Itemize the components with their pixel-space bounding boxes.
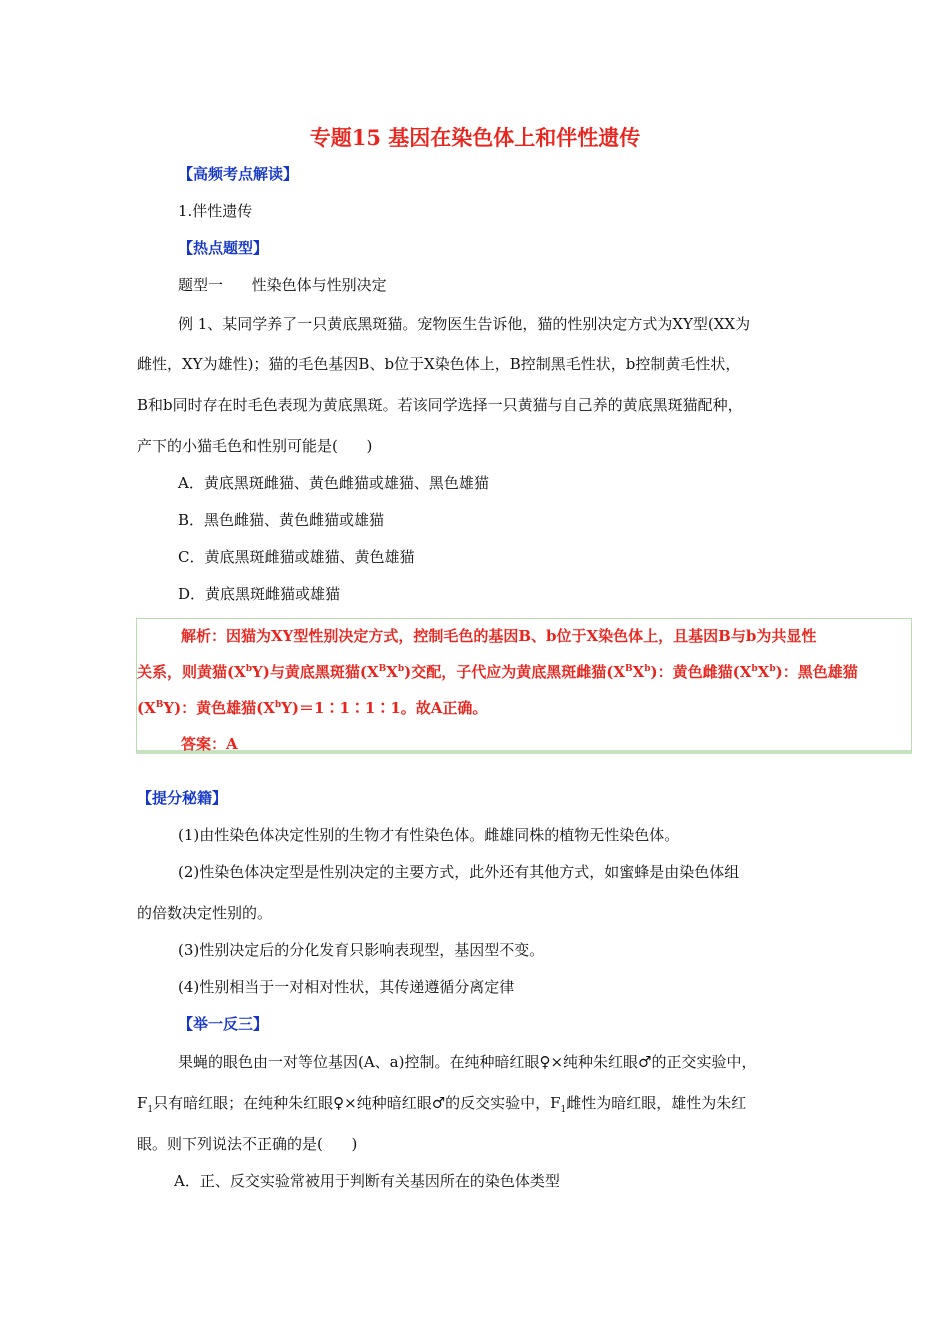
section-high-frequency: 【高频考点解读】 (178, 165, 299, 183)
practice-line1: 果蝇的眼色由一对等位基因(A、a)控制。在纯种暗红眼♀×纯种朱红眼♂的正交实验中， (178, 1053, 757, 1071)
analysis-line3: $(X^BY)$：黄色雄猫$(X^bY)=1∶1∶1∶1$。故A正确。 (137, 699, 488, 717)
option-c: C．黄底黑斑雌猫或雄猫、黄色雄猫 (178, 548, 415, 566)
tip-4: (4)性别相当于一对相对性状，其传递遵循分离定律 (178, 978, 515, 996)
answer: 答案：A (181, 735, 238, 753)
section-practice: 【举一反三】 (178, 1015, 269, 1033)
analysis-line2: 关系，则黄猫$(X^bY)$与黄底黑斑猫$(X^BX^b)$交配，子代应为黄底黑斑雌猫$(X^BX^b)$：黄色雌猫$(X^bX^b)$：黑色雄猫 (137, 663, 858, 681)
example1-line4: 产下的小猫毛色和性别可能是( ) (137, 437, 373, 455)
practice-option-a: A．正、反交实验常被用于判断有关基因所在的染色体类型 (174, 1172, 560, 1190)
analysis-line1: 解析：因猫为XY型性别决定方式，控制毛色的基因B、b位于X染色体上，且基因B与b为共显性 (181, 627, 817, 645)
tip-2-cont: 的倍数决定性别的。 (137, 904, 273, 922)
section-hot-types: 【热点题型】 (178, 239, 269, 257)
page-title: 专题15 基因在染色体上和伴性遗传 (309, 125, 641, 150)
tip-1: (1)由性染色体决定性别的生物才有性染色体。雌雄同株的植物无性染色体。 (178, 826, 680, 844)
example1-line1: 例 1、某同学养了一只黄底黑斑猫。宠物医生告诉他，猫的性别决定方式为XY型(XX为 (178, 315, 751, 333)
section-tips: 【提分秘籍】 (137, 789, 228, 807)
option-a: A．黄底黑斑雌猫、黄色雌猫或雄猫、黑色雄猫 (178, 474, 489, 492)
tip-3: (3)性别决定后的分化发育只影响表现型，基因型不变。 (178, 941, 545, 959)
point-1: 1.伴性遗传 (178, 202, 253, 220)
type-1-heading: 题型一 性染色体与性别决定 (178, 276, 387, 294)
example1-line2: 雌性，XY为雄性)；猫的毛色基因B、b位于X染色体上，B控制黑毛性状，b控制黄毛性状， (137, 355, 741, 373)
option-b: B．黑色雌猫、黄色雌猫或雄猫 (178, 511, 385, 529)
practice-line3: 眼。则下列说法不正确的是( ) (137, 1135, 358, 1153)
tip-2: (2)性染色体决定型是性别决定的主要方式，此外还有其他方式，如蜜蜂是由染色体组 (178, 863, 740, 881)
practice-line2: $F_1$只有暗红眼；在纯种朱红眼♀×纯种暗红眼♂的反交实验中，$F_1$雌性为暗红眼，雄性为朱红 (137, 1094, 747, 1115)
example1-line3: B和b同时存在时毛色表现为黄底黑斑。若该同学选择一只黄猫与自己养的黄底黑斑猫配种， (137, 396, 743, 414)
option-d: D．黄底黑斑雌猫或雄猫 (178, 585, 341, 603)
